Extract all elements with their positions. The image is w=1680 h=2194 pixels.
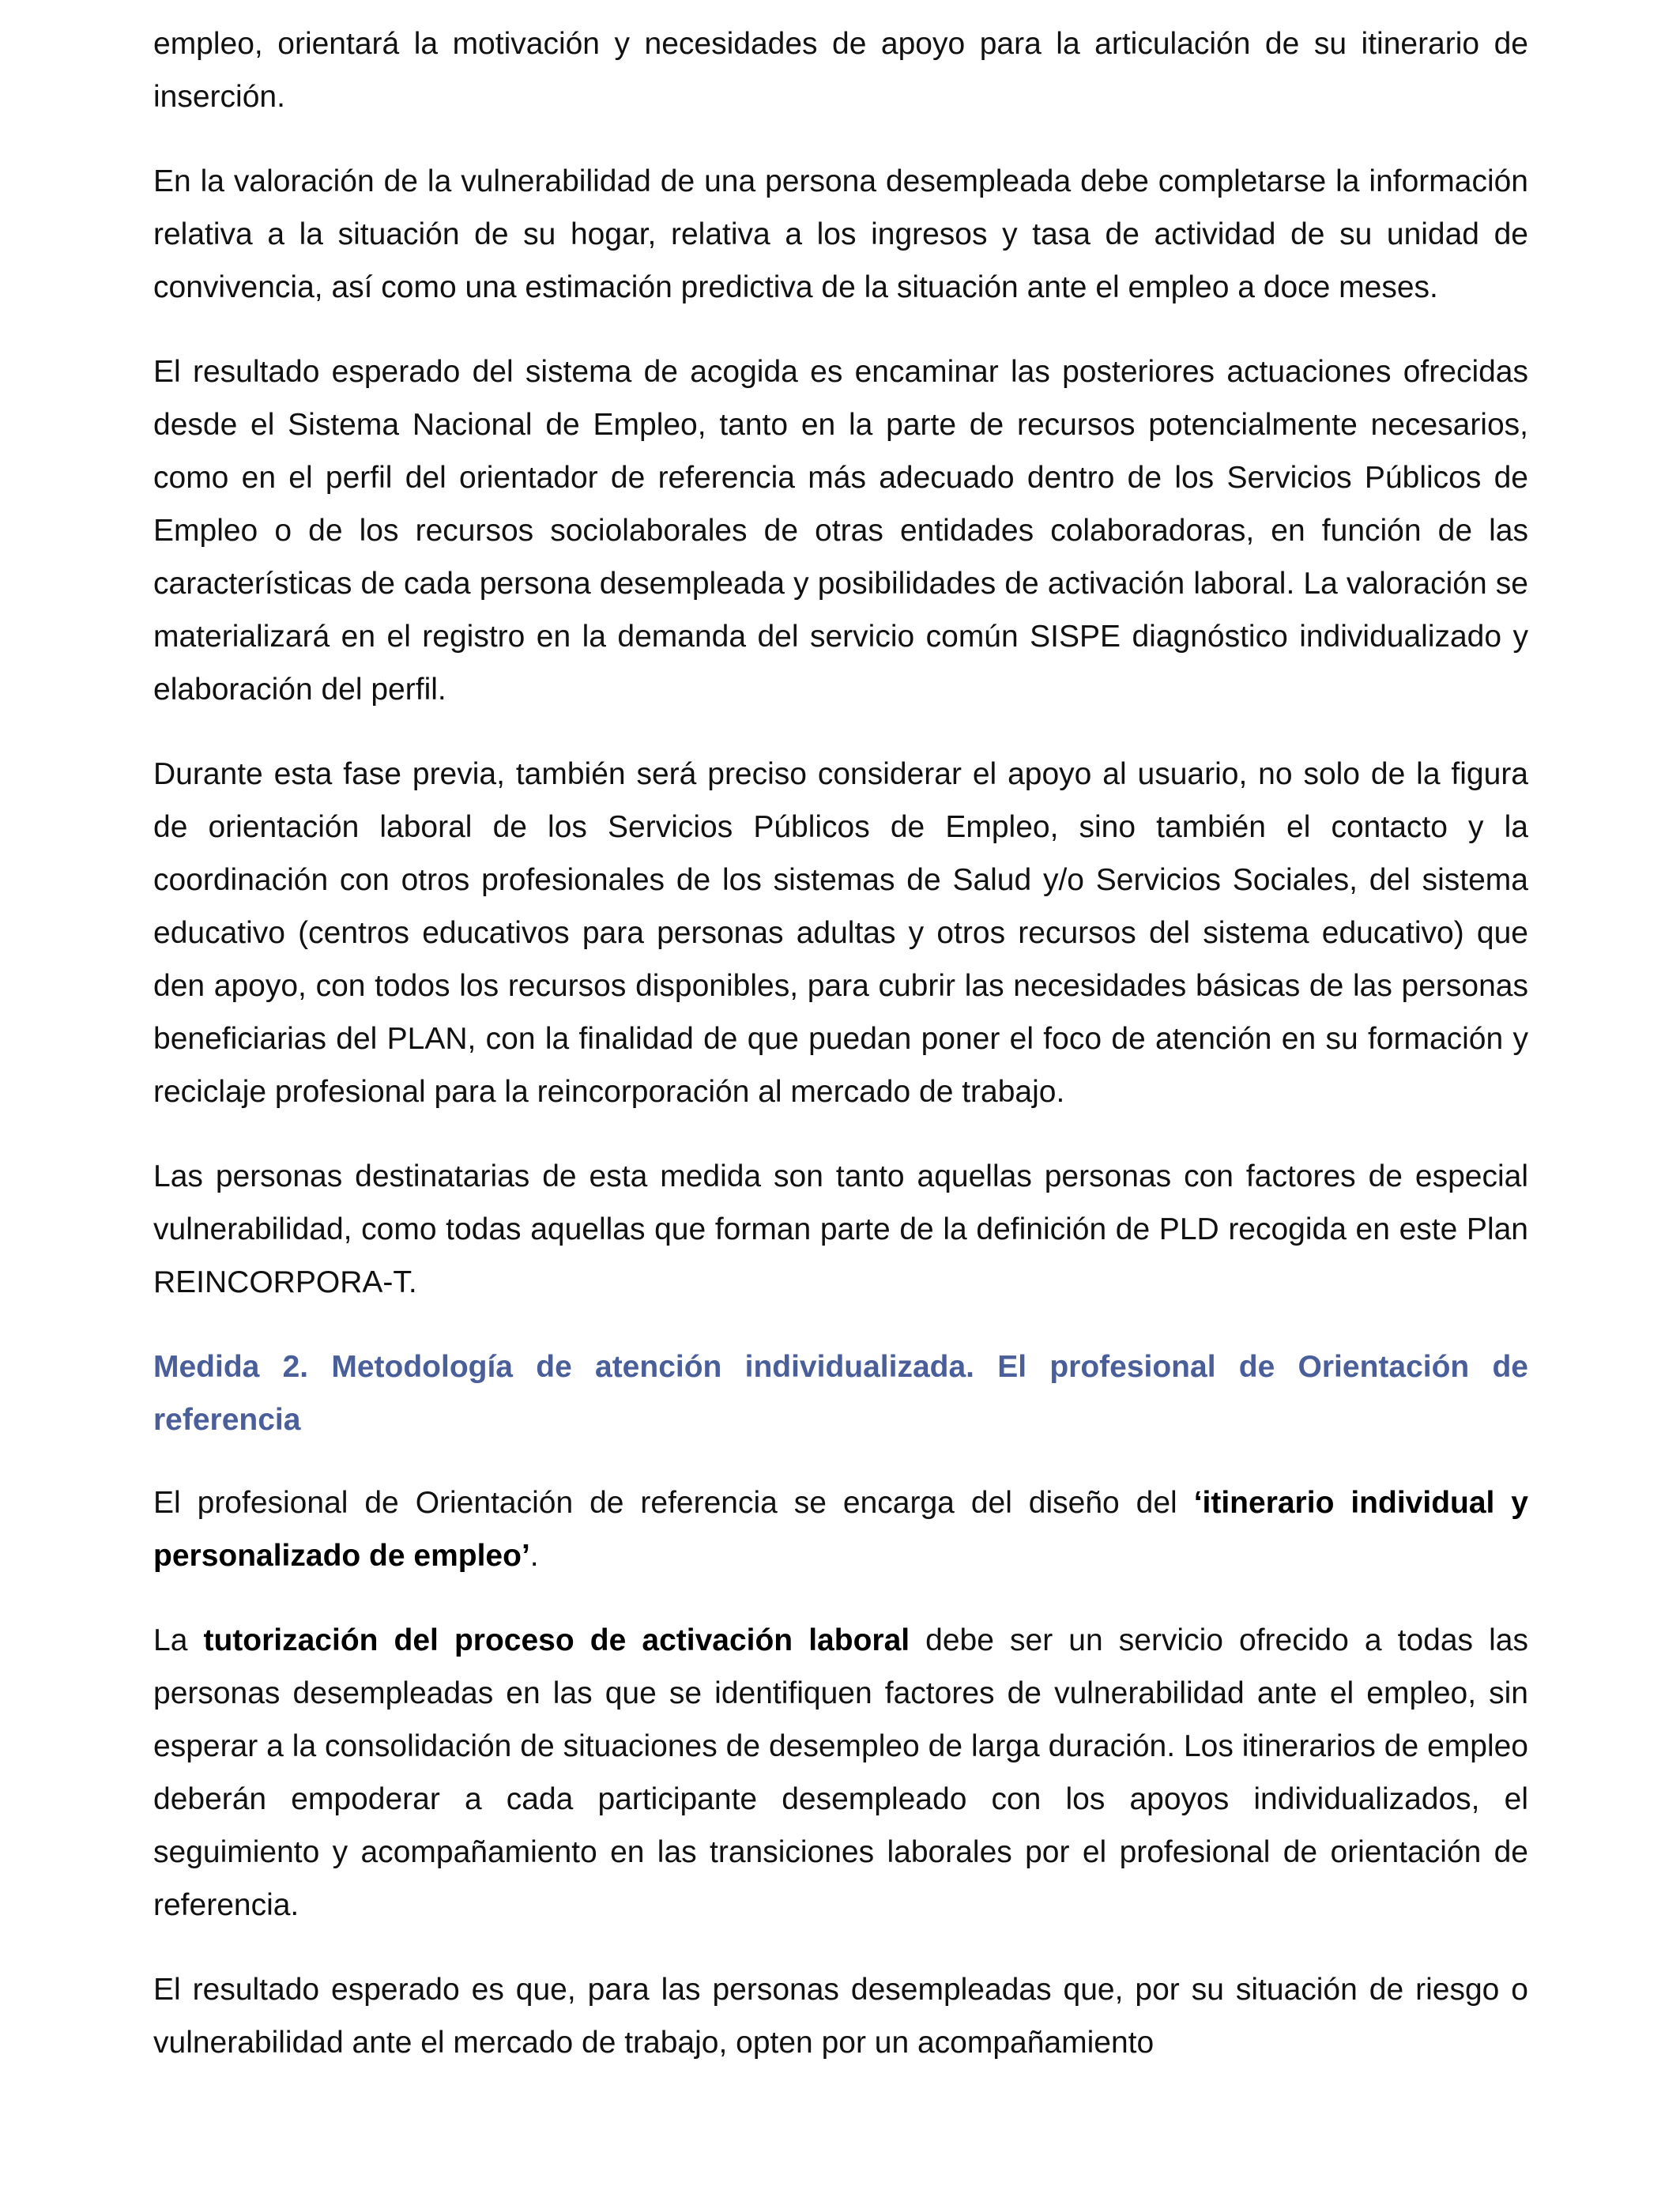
paragraph-vulnerability-assessment: En la valoración de la vulnerabilidad de una persona desempleada debe completarse la información relativa a la situación de su hogar, relativa a los ingresos y tasa de actividad de su unidad de convivencia, así como una estimación predictiva de la situación ante el empleo a doce meses.	[153, 164, 1528, 304]
paragraph-target-recipients: Las personas destinatarias de esta medida son tanto aquellas personas con factores de especial vulnerabilidad, como todas aquellas que forman parte de la definición de PLD recogida en este Plan REINCORPORA-T.	[153, 1159, 1528, 1299]
paragraph-tutoring-process	[153, 1614, 1528, 1932]
paragraph-prior-phase-support: Durante esta fase previa, también será preciso considerar el apoyo al usuario, no solo de la figura de orientación laboral de los Servicios Públicos de Empleo, sino también el contacto y la coordinación con otros profesionales de los sistemas de Salud y/o Servicios Sociales, del sistema educativo (centros educativos para personas adultas y otros recursos del sistema educativo) que den apoyo, con todos los recursos disponibles, para cubrir las necesidades básicas de las personas beneficiarias del PLAN, con la finalidad de que puedan poner el foco de atención en su formación y reciclaje profesional para la reincorporación al mercado de trabajo.	[153, 757, 1528, 1109]
text-run: debe ser un servicio ofrecido a todas las personas desempleadas en las que se identifiquen factores de vulnerabilidad ante el empleo, sin esperar a la consolidación de situaciones de desempleo de larga duración. Los itinerarios de empleo deberán empoderar a cada participante desempleado con los apoyos individualizados, el seguimiento y acompañamiento en las transiciones laborales por el profesional de orientación de referencia.	[153, 1623, 1528, 1922]
section-heading-measure-2: Medida 2. Metodología de atención individualizada. El profesional de Orientación de referencia	[153, 1350, 1528, 1437]
paragraph-expected-result-tail: El resultado esperado es que, para las personas desempleadas que, por su situación de riesgo o vulnerabilidad ante el mercado de trabajo, opten por un acompañamiento	[153, 1973, 1528, 2060]
paragraph-expected-result-reception: El resultado esperado del sistema de acogida es encaminar las posteriores actuaciones ofrecidas desde el Sistema Nacional de Empleo, tanto en la parte de recursos potencialmente necesarios, como en el perfil del orientador de referencia más adecuado dentro de los Servicios Públicos de Empleo o de los recursos sociolaborales de otras entidades colaboradoras, en función de las características de cada persona desempleada y posibilidades de activación laboral. La valoración se materializará en el registro en la demanda del servicio común SISPE diagnóstico individualizado y elaboración del perfil.	[153, 355, 1528, 707]
document-page	[153, 17, 1528, 2101]
text-run: La	[153, 1623, 204, 1657]
text-run: .	[529, 1539, 539, 1573]
text-run: El profesional de Orientación de referencia se encarga del diseño del	[153, 1486, 1194, 1520]
bold-phrase-itinerary: ‘itinerario individual y personalizado de empleo’	[153, 1486, 1528, 1573]
paragraph-intro-continuation: empleo, orientará la motivación y necesidades de apoyo para la articulación de su itinerario de inserción.	[153, 27, 1528, 114]
bold-phrase-tutoring: tutorización del proceso de activación laboral	[203, 1623, 910, 1657]
paragraph-orientation-professional	[153, 1476, 1528, 1582]
